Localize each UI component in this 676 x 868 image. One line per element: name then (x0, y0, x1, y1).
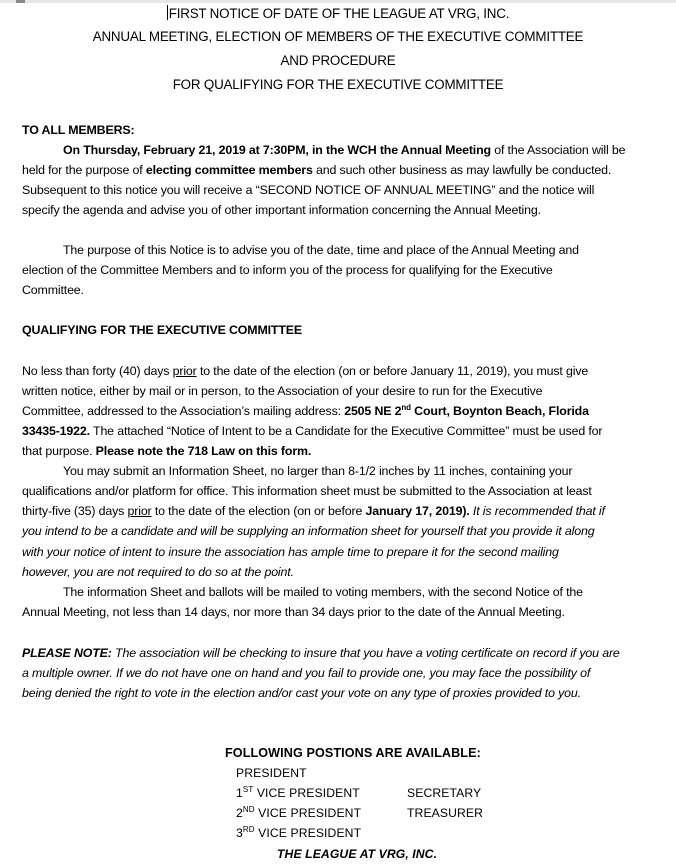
positions-heading: FOLLOWING POSTIONS ARE AVAILABLE: (225, 746, 481, 760)
document-title-line-3: AND PROCEDURE (280, 53, 396, 68)
note-line3: being denied the right to vote in the election and/or cast your vote on any type of proxies provided to you. (22, 686, 581, 700)
para1-line3: Subsequent to this notice you will receive a “SECOND NOTICE OF ANNUAL MEETING” and the notice will (22, 183, 595, 197)
document-title-line-2: ANNUAL MEETING, ELECTION OF MEMBERS OF THE EXECUTIVE COMMITTEE (92, 29, 584, 44)
position-secretary: SECRETARY (407, 786, 482, 800)
para3-line3: Committee, addressed to the Association’s mailing address: 2505 NE 2nd Court, Boynton Beach, Florida (22, 403, 589, 418)
document-title-line-4: FOR QUALIFYING FOR THE EXECUTIVE COMMITTEE (172, 77, 504, 92)
ruler-marker (16, 0, 25, 3)
para4-line1: You may submit an Information Sheet, no larger than 8-1/2 inches by 11 inches, containing your (63, 464, 573, 478)
para1-line2: held for the purpose of electing committee members and such other business as may lawfully be conducted. (22, 163, 612, 177)
para4-line2: qualifications and/or platform for office. This information sheet must be submitted to the Association at least (22, 484, 592, 498)
section-heading: QUALIFYING FOR THE EXECUTIVE COMMITTEE (22, 323, 302, 337)
para4-line4: you intend to be a candidate and will be supplying an information sheet for yourself that you provide it along (22, 524, 595, 538)
para3-line2: written notice, either by mail or in person, to the Association of your desire to run for the Executive (22, 384, 543, 398)
para2-line2: election of the Committee Members and to inform you of the process for qualifying for the Executive (22, 263, 553, 277)
position-president: PRESIDENT (236, 766, 307, 780)
note-line1: PLEASE NOTE: The association will be checking to insure that you have a voting certificate on record if you are (22, 646, 620, 660)
para4-line5: with your notice of intent to insure the association has ample time to prepare it for the second mailing (22, 545, 559, 559)
position-treasurer: TREASURER (407, 806, 484, 820)
ruler-bar (0, 0, 676, 3)
position-1st-vice-president: 1ST VICE PRESIDENT (236, 785, 360, 800)
para4-line6: however, you are not required to do so at the point. (22, 565, 294, 579)
para3-line1: No less than forty (40) days prior to the date of the election (on or before January 11, 2019), you must give (22, 364, 589, 378)
footer-organization: THE LEAGUE AT VRG, INC. (277, 847, 438, 861)
note-line2: a multiple owner. If we do not have one on hand and you fail to provide one, you may face the possibility of (22, 666, 591, 680)
text-cursor (167, 5, 168, 20)
para4-line3: thirty-five (35) days prior to the date of the election (on or before January 17, 2019). It is recommended that if (22, 504, 605, 518)
para1-line1: On Thursday, February 21, 2019 at 7:30PM, in the WCH the Annual Meeting of the Association will be (63, 143, 626, 157)
para5-line1: The information Sheet and ballots will be mailed to voting members, with the second Notice of the (63, 585, 583, 599)
para3-line5: that purpose. Please note the 718 Law on this form. (22, 444, 312, 458)
position-3rd-vice-president: 3RD VICE PRESIDENT (236, 825, 362, 840)
para3-line4: 33435-1922. The attached “Notice of Intent to be a Candidate for the Executive Committee” must be used for (22, 424, 603, 438)
position-2nd-vice-president: 2ND VICE PRESIDENT (236, 805, 362, 820)
para5-line2: Annual Meeting, not less than 14 days, nor more than 34 days prior to the date of the Annual Meeting. (22, 605, 565, 619)
para2-line1: The purpose of this Notice is to advise you of the date, time and place of the Annual Meeting and (63, 243, 579, 257)
para1-line4: specify the agenda and advise you of other important information concerning the Annual Meeting. (22, 203, 541, 217)
salutation: TO ALL MEMBERS: (22, 123, 135, 137)
document-title-line-1: FIRST NOTICE OF DATE OF THE LEAGUE AT VRG, INC. (168, 6, 510, 21)
para2-line3: Committee. (22, 283, 84, 297)
